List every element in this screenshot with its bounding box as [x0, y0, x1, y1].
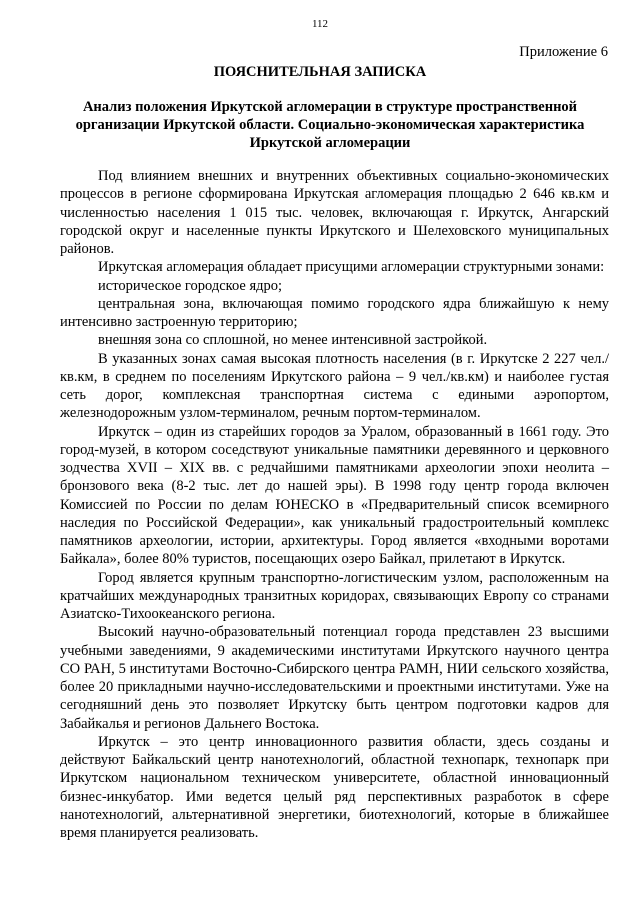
paragraph-density: В указанных зонах самая высокая плотность населения (в г. Иркутске 2 227 чел./кв.км, в среднем по поселениям Иркутского района – 9 чел./кв.км) и наиболее густая сеть дорог, комплексная транспортная система с едиными аэропортом, железнодорожным узлом-терминалом, речным портом-терминалом. — [60, 350, 609, 422]
page-number: 112 — [311, 18, 329, 30]
document-body — [60, 167, 609, 842]
list-item-outer: внешняя зона со сплошной, но менее интенсивной застройкой. — [98, 332, 488, 349]
section-subtitle: Анализ положения Иркутской агломерации в структуре пространственной организации Иркутской области. Социально-экономическая характеристика Иркутской агломерации — [75, 99, 585, 151]
paragraph-zones: Иркутская агломерация обладает присущими агломерации структурными зонами: — [98, 259, 605, 276]
paragraph-transport: Город является крупным транспортно-логистическим узлом, расположенным на кратчайших международных транзитных коридорах, связывающих Европу со странами Азиатско-Тихоокеанского региона. — [60, 569, 609, 622]
paragraph-history: Иркутск – один из старейших городов за Уралом, образованный в 1661 году. Это город-музей, в котором соседствуют уникальные памятники деревянного и церковного зодчества XVII – XIX вв. с редчайшими памятниками археологии эпохи неолита – бронзового века (8-2 тыс. лет до нашей эры). В 1998 году центр города включен Комиссией по России по делам ЮНЕСКО в «Предварительный список всемирного наследия по Российской Федерации», как уникальный градостроительный комплекс памятников археологии, истории, архитектуры. Город является «входными воротами Байкала», более 80% туристов, посещающих озеро Байкал, прилетают в Иркутск. — [60, 423, 609, 568]
list-item-core: историческое городское ядро; — [98, 277, 283, 294]
list-item-central: центральная зона, включающая помимо городского ядра ближайшую к нему интенсивно застроенную территорию; — [60, 295, 609, 330]
paragraph-intro: Под влиянием внешних и внутренних объективных социально-экономических процессов в регионе сформирована Иркутская агломерация площадью 2 646 кв.км и численностью населения 1 015 тыс. человек, включающая г. Иркутск, Ангарский городской округ и населенные пункты Иркутского и Шелеховского муниципальных районов. — [60, 168, 609, 257]
appendix-label: Приложение 6 — [519, 44, 608, 60]
paragraph-innovation: Иркутск – это центр инновационного развития области, здесь созданы и действуют Байкальский центр нанотехнологий, областной технопарк, технопарк при Иркутском национальном техническом университете, областной инновационный бизнес-инкубатор. Ими ведется целый ряд перспективных разработок в сфере нанотехнологий, альтернативной энергетики, биотехнологий, которые в ближайшее время планируется реализовать. — [60, 733, 609, 841]
page-title: ПОЯСНИТЕЛЬНАЯ ЗАПИСКА — [213, 64, 427, 80]
paragraph-science: Высокий научно-образовательный потенциал города представлен 23 высшими учебными заведениями, 9 академическими институтами Иркутского научного центра СО РАН, 5 институтами Восточно-Сибирского центра РАМН, НИИ сельского хозяйства, более 20 прикладными научно-исследовательскими и проектными институтами. Уже на сегодняшний день это позволяет Иркутску быть центром подготовки кадров для Забайкалья и регионов Дальнего Востока. — [60, 624, 609, 732]
